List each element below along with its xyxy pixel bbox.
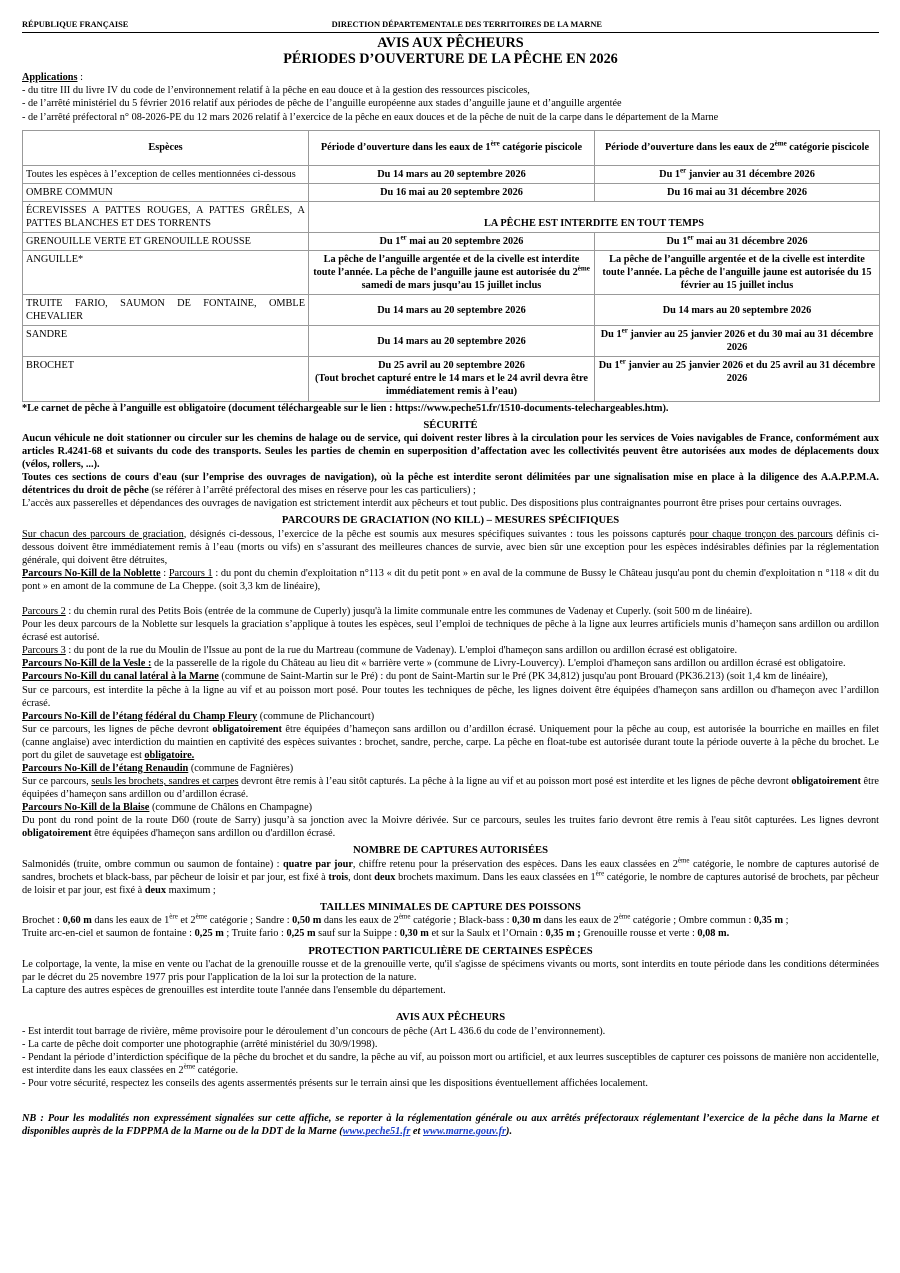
- protection-p1: Le colportage, la vente, la mise en vente ou l'achat de la grenouille rousse et de la grenouille verte, qu'il s'agisse de spécimens vivants ou morts, sont interdits en toute période dans les conditions déterminées par le décret du 25 novembre 1977 pris pour l'application de la loi sur la protection de la nature.: [22, 958, 879, 984]
- application-item: - de l’arrêté ministériel du 5 février 2016 relatif aux périodes de pêche de l’anguille européenne aux stades d’anguille jaune et d’anguille argentée: [22, 98, 622, 110]
- table-row: SANDRE Du 14 mars au 20 septembre 2026 Du 1er janvier au 25 janvier 2026 et du 30 mai au 31 décembre 2026: [23, 326, 880, 357]
- captures-text: Salmonidés (truite, ombre commun ou saumon de fontaine) : quatre par jour, chiffre retenu pour la préservation des espèces. Dans les eaux classées en 2ème catégorie, le nombre de captures autorisé de sandres, brochets et black-bass, par pêcheur de loisir et par jour, est fixé à trois, dont deux brochets maximum. Dans les eaux classées en 1ère catégorie, le nombre de captures autorisé de brochets, par pêcheur de loisir et par jour, est fixé à deux maximum ;: [22, 856, 879, 896]
- periods-table: [22, 130, 880, 402]
- table-header-row: [23, 130, 880, 165]
- avis-item: - Est interdit tout barrage de rivière, même provisoire pour le déroulement d’un concours de pêche (Art L 436.6 du code de l’environnement).: [22, 1025, 606, 1037]
- table-row: TRUITE FARIO, SAUMON DE FONTAINE, OMBLE CHEVALIER Du 14 mars au 20 septembre 2026 Du 14 mars au 20 septembre 2026: [23, 295, 880, 326]
- champ-fleury-rules: Sur ce parcours, les lignes de pêche devront obligatoirement être équipées d’hameçon sans ardillon ou d’ardillon écrasé. Uniquement pour la pêche au coup, est autorisée la bourriche en mailles en filet (canne anglaise) avec interdiction du maintien en captivité des espèces suivantes : brochet, sandre, perche, carpe. La pêche en float-tube est autorisée durant toute la période ouverte à la pêche du brochet. Le port du gilet de sauvetage est obligatoire.: [22, 723, 879, 761]
- col-species: Espèces: [23, 130, 309, 165]
- tailles-text: Brochet : 0,60 m dans les eaux de 1ère et 2ème catégorie ; Sandre : 0,50 m dans les eaux de 2ème catégorie ; Black-bass : 0,30 m dans les eaux de 2ème catégorie ; Ombre commun : 0,35 m ; Truite arc-en-ciel et saumon de fontaine : 0,25 m ; Truite fario : 0,25 m sauf sur la Suippe : 0,30 m et sur la Saulx et l’Ornain : 0,35 m ; Grenouille rousse et verte : 0,08 m.: [22, 912, 789, 940]
- securite-p1: Aucun véhicule ne doit stationner ou circuler sur les chemins de halage ou de service, qui doivent rester libres à la circulation pour les services de Voies navigables de France, conformément aux articles R.4241-68 et suivants du code des transports. Seules les parties de chemin en superposition d’affectation avec les collectivités peuvent être autorisées aux modes de déplacements doux (vélos, rollers, ...).: [22, 433, 879, 471]
- applications-section: Applications : - du titre III du livre IV du code de l’environnement relatif à la pêche en eau douce et à la gestion des ressources piscicoles, - de l’arrêté ministériel du 5 février 2016 relatif aux périodes de pêche de l’anguille européenne aux stades d’anguille jaune et d’anguille argentée - de l’arrêté préfectoral n° 08-2026-PE du 12 mars 2026 relatif à l’exercice de la pêche en eaux douces et de la pêche de nuit de la carpe dans le département de la Marne: [22, 71, 879, 123]
- col-second-category: Période d’ouverture dans les eaux de 2ème catégorie piscicole: [595, 130, 880, 165]
- avis-item: - Pendant la période d’interdiction spécifique de la pêche du brochet et du sandre, la pêche au vif, au poisson mort ou artificiel, et aux leurres susceptibles de capturer ces poissons de manière non accidentelle, est interdite dans les eaux classées en 2ème catégorie.: [22, 1051, 879, 1076]
- page-title: AVIS AUX PÊCHEURS PÉRIODES D’OUVERTURE DE LA PÊCHE EN 2026: [283, 34, 618, 67]
- peche51-link[interactable]: www.peche51.fr: [342, 1125, 411, 1137]
- col-first-category: Période d’ouverture dans les eaux de 1ère catégorie piscicole: [309, 130, 595, 165]
- nb-note: NB : Pour les modalités non expressément signalées sur cette affiche, se reporter à la réglementation générale ou aux arrêtés préfectoraux réglementant l’exercice de la pêche dans la Marne et disponibles auprès de la FDPPMA de la Marne ou de la DDT de la Marne (www.peche51.fr et www.marne.gouv.fr).: [22, 1112, 879, 1137]
- protection-title: PROTECTION PARTICULIÈRE DE CERTAINES ESPÈCES: [308, 945, 593, 957]
- securite-title: SÉCURITÉ: [423, 419, 478, 431]
- securite-p3: L’accès aux passerelles et dépendances des ouvrages de navigation est strictement interdit aux pêcheurs et tout public. Des dispositions plus contraignantes pourront être prises pour certains ouvrages.: [22, 498, 842, 510]
- applications-heading: Applications: [22, 72, 78, 84]
- captures-title: NOMBRE DE CAPTURES AUTORISÉES: [353, 845, 548, 857]
- champ-fleury-heading: Parcours No-Kill de l’étang fédéral du Champ Fleury (commune de Plichancourt): [22, 710, 375, 722]
- table-row: Toutes les espèces à l’exception de celles mentionnées ci-dessous Du 14 mars au 20 septembre 2026 Du 1er janvier au 31 décembre 2026: [23, 165, 880, 183]
- eel-footnote: *Le carnet de pêche à l’anguille est obligatoire (document téléchargeable sur le lien : https://www.peche51.fr/1510-documents-telechargeables.htm).: [22, 402, 669, 414]
- noblette-parcours-1: Parcours No-Kill de la Noblette : Parcours 1 : du pont du chemin d'exploitation n°113 « dit du petit pont » en aval de la commune de Bussy le Château jusqu'au pont du chemin d'exploitation n °118 « dit du pont » en amont de la commune de La Cheppe. (soit 3,3 km de linéaire),: [22, 568, 880, 593]
- marne-gouv-link[interactable]: www.marne.gouv.fr: [422, 1125, 507, 1137]
- table-row: GRENOUILLE VERTE ET GRENOUILLE ROUSSE Du 1er mai au 20 septembre 2026 Du 1er mai au 31 décembre 2026: [23, 232, 880, 250]
- noblette-parcours-3: Parcours 3 : du pont de la rue du Moulin de l'Issue au pont de la rue du Martreau (commune de Vadenay). L'emploi d'hameçon sans ardillon ou ardillon écrasé est obligatoire.: [22, 645, 738, 657]
- application-item: - de l’arrêté préfectoral n° 08-2026-PE du 12 mars 2026 relatif à l’exercice de la pêche en eaux douces et de la pêche de nuit de la carpe dans le département de la Marne: [22, 111, 719, 123]
- noblette-rules: Pour les deux parcours de la Noblette sur lesquels la graciation s’applique à toutes les espèces, seul l’emploi de techniques de pêche à la ligne aux leurres artificiels munis d’hameçon sans ardillon ou ardillon écrasé est autorisé.: [22, 619, 879, 644]
- noblette-parcours-2: Parcours 2 : du chemin rural des Petits Bois (entrée de la commune de Cuperly) jusqu'à la limite communale entre les communes de Vadenay et Cuperly. (soit 500 m de linéaire).: [22, 606, 753, 618]
- canal-rules: Sur ce parcours, est interdite la pêche à la ligne au vif et au poisson mort posé. Pour toutes les techniques de pêche, les lignes doivent être équipées d'hameçon sans ardillon ou d'hameçon avec l’ardillon écrasé.: [22, 684, 879, 709]
- protection-p2: La capture des autres espèces de grenouilles est interdite toute l'année dans l'ensemble du département.: [22, 985, 446, 997]
- tailles-title: TAILLES MINIMALES DE CAPTURE DES POISSONS: [320, 901, 581, 913]
- poster: [22, 20, 879, 1138]
- table-row: OMBRE COMMUN Du 16 mai au 20 septembre 2026 Du 16 mai au 31 décembre 2026: [23, 183, 880, 201]
- vesle-parcours: Parcours No-Kill de la Vesle : de la passerelle de la rigole du Château au lieu dit « barrière verte » (commune de Livry-Louvercy). L'emploi d'hameçon sans ardillon ou ardillon écrasé est obligatoire.: [22, 658, 846, 670]
- avis-item: - La carte de pêche doit comporter une photographie (arrêté ministériel du 30/9/1998).: [22, 1038, 378, 1050]
- graciation-intro: Sur chacun des parcours de graciation, désignés ci-dessous, l’exercice de la pêche est soumis aux mesures spécifiques suivantes : tous les poissons capturés pour chaque tronçon des parcours définis ci-dessous doivent être immédiatement remis à l’eau (morts ou vifs) en s’assurant des meilleures chances de survie, avec bien sûr une exception pour les espèces indésirables définies par la réglementation générale, qui doivent être détruites,: [22, 528, 879, 566]
- avis-item: - Pour votre sécurité, respectez les conseils des agents assermentés présents sur le terrain ainsi que les dispositions éventuellement affichées localement.: [22, 1077, 648, 1089]
- table-row: BROCHET Du 25 avril au 20 septembre 2026 (Tout brochet capturé entre le 14 mars et le 24 avril devra être immédiatement remis à l’eau) Du 1er janvier au 25 janvier 2026 et du 25 avril au 31 décembre 2026: [23, 357, 880, 401]
- renaudin-rules: Sur ce parcours, seuls les brochets, sandres et carpes devront être remis à l’eau sitôt capturés. La pêche à la ligne au vif et au poisson mort posé est interdite et les lignes de pêche devront obligatoirement être équipées d’hameçon sans ardillon ou d’ardillon écrasé.: [22, 775, 879, 801]
- graciation-title: PARCOURS DE GRACIATION (NO KILL) – MESURES SPÉCIFIQUES: [281, 515, 620, 527]
- application-item: - du titre III du livre IV du code de l’environnement relatif à la pêche en eau douce et à la gestion des ressources piscicoles,: [22, 85, 530, 97]
- renaudin-heading: Parcours No-Kill de l’étang Renaudin (commune de Fagnières): [22, 762, 294, 774]
- table-row: ÉCREVISSES A PATTES ROUGES, A PATTES GRÊLES, A PATTES BLANCHES ET DES TORRENTS LA PÊCHE EST INTERDITE EN TOUT TEMPS: [23, 201, 880, 232]
- securite-p2: Toutes ces sections de cours d'eau (sur l’emprise des ouvrages de navigation), où la pêche est interdite seront délimitées par une signalisation mise en place à la diligence des A.A.P.P.M.A. détentrices du droit de pêche (se référer à l’arrêté préfectoral des mises en réserve pour les cas particuliers) ;: [22, 472, 879, 497]
- avis-title: AVIS AUX PÊCHEURS: [395, 1012, 506, 1024]
- canal-parcours: Parcours No-Kill du canal latéral à la Marne (commune de Saint-Martin sur le Pré) : du pont de Saint-Martin sur le Pré (PK 34,812) jusqu'au pont Brouard (PK36.213) (soit 1,4 km de linéaire),: [22, 671, 828, 683]
- table-row: ANGUILLE* La pêche de l’anguille argentée et de la civelle est interdite toute l’année. La pêche de l’anguille jaune est autorisée du 2ème samedi de mars jusqu’au 15 juillet inclus La pêche de l’anguille argentée et de la civelle est interdite toute l’année. La pêche de l'anguille jaune est autorisée du 15 février au 15 juillet inclus: [23, 250, 880, 294]
- direction-label: DIRECTION DÉPARTEMENTALE DES TERRITOIRES DE LA MARNE: [331, 20, 602, 29]
- top-header: [22, 20, 879, 33]
- republic-label: RÉPUBLIQUE FRANÇAISE: [22, 20, 129, 29]
- blaise-heading: Parcours No-Kill de la Blaise (commune de Châlons en Champagne): [22, 802, 313, 814]
- blaise-rules: Du pont du rond point de la route D60 (route de Sarry) jusqu’à sa jonction avec la Moivre dérivée. Sur ce parcours, seules les truites fario devront être remis à l'eau sitôt capturées. Les lignes devront obligatoirement être équipées d'hameçon sans ardillon ou d'ardillon écrasé.: [22, 815, 879, 840]
